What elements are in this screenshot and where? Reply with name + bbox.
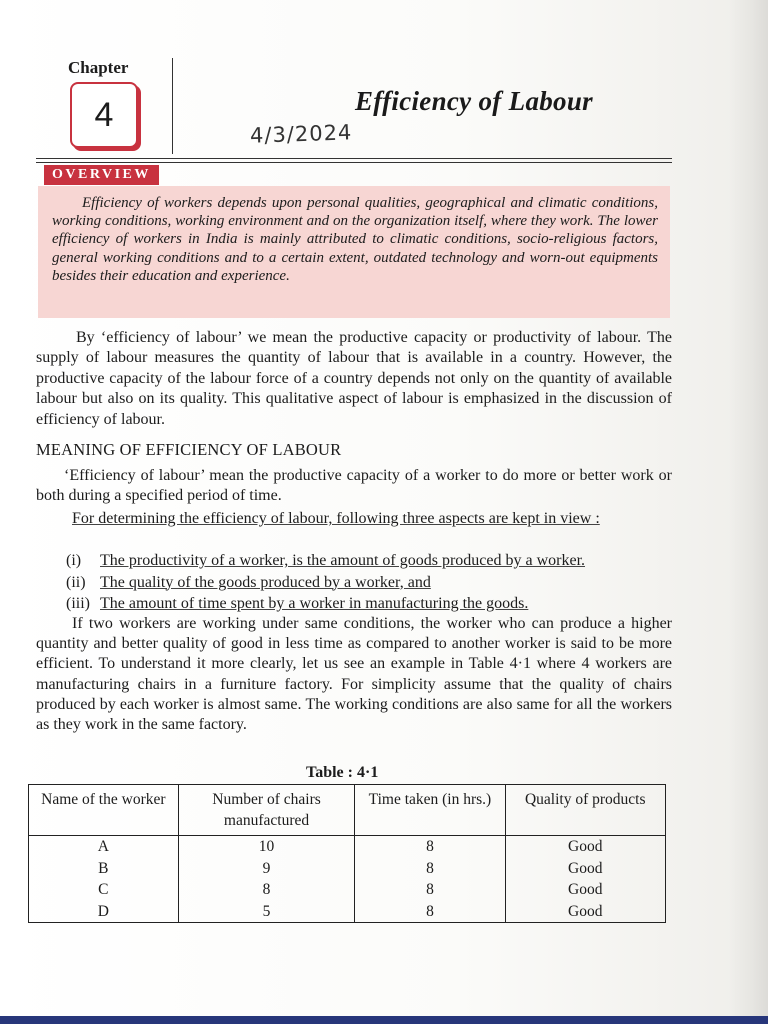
aspects-intro-text: For determining the efficiency of labour, following three aspects are kept in view : <box>72 510 600 527</box>
overview-tag: OVERVIEW <box>44 165 159 185</box>
table-cell: B <box>29 858 179 880</box>
table-cell: 9 <box>178 858 355 880</box>
chapter-number: 4 <box>94 95 114 134</box>
table-cell: 10 <box>178 836 355 858</box>
list-item-number: (ii) <box>66 573 86 591</box>
table-header-row <box>29 785 666 836</box>
page-bottom-edge <box>0 1016 768 1024</box>
overview-text: Efficiency of workers depends upon personal qualities, geographical and climatic conditions, working conditions, working environment and on the organization itself, where they work. The lower efficiency of workers in India is mainly attributed to climatic conditions, socio-religious factors, general working conditions and to a certain extent, outdated technology and worn-out equipments besides their education and experience. <box>52 195 658 284</box>
table-caption: Table : 4·1 <box>306 764 379 781</box>
table-row <box>29 879 666 901</box>
intro-paragraph: By ‘efficiency of labour’ we mean the productive capacity or productivity of labour. The supply of labour measures the quantity of labour that is available in a country. However, the productive capacity of the labour force of a country depends not only on the quantity of available labour but also on its quality. This qualitative aspect of labour is emphasized in the discussion of efficiency of labour. <box>36 329 672 428</box>
table-cell: A <box>29 836 179 858</box>
table-cell: 8 <box>178 879 355 901</box>
header-divider-horizontal <box>36 158 672 163</box>
table-row <box>29 901 666 923</box>
list-item-text: The amount of time spent by a worker in manufacturing the goods. <box>100 595 529 612</box>
table-row <box>29 836 666 858</box>
table-cell: Good <box>505 901 666 923</box>
list-item-number: (i) <box>66 552 82 569</box>
table-cell: 5 <box>178 901 355 923</box>
chapter-title: Efficiency of Labour <box>355 86 593 116</box>
table-cell: C <box>29 879 179 901</box>
workers-table <box>28 784 666 923</box>
table-header-cell: Time taken (in hrs.) <box>355 785 505 836</box>
handwritten-date: 4/3/2024 <box>249 120 353 148</box>
table-cell: 8 <box>355 858 505 880</box>
table-header-cell: Name of the worker <box>29 785 179 836</box>
aspects-list <box>66 550 676 615</box>
list-item <box>66 572 676 594</box>
list-item-text: The productivity of a worker, is the amount of goods produced by a worker. <box>100 552 586 569</box>
table-cell: D <box>29 901 179 923</box>
example-paragraph: If two workers are working under same conditions, the worker who can produce a higher quantity and better quality of good in less time as compared to another worker is said to be more efficient. To understand it more clearly, let us see an example in Table 4·1 where 4 workers are manufacturing chairs in a furniture factory. For simplicity assume that the quality of chairs produced by each worker is almost same. The working conditions are also same for all the workers as they work in the same factory. <box>36 615 672 734</box>
table-header-cell: Quality of products <box>505 785 666 836</box>
header-divider-vertical <box>172 58 173 154</box>
chapter-number-box <box>70 82 138 148</box>
table-header-cell: Number of chairs manufactured <box>178 785 355 836</box>
table-cell: Good <box>505 879 666 901</box>
aspects-intro <box>36 509 672 529</box>
table-cell: Good <box>505 836 666 858</box>
page-shadow <box>728 0 768 1024</box>
table-row <box>29 858 666 880</box>
section-heading: MEANING OF EFFICIENCY OF LABOUR <box>36 440 342 459</box>
table-cell: Good <box>505 858 666 880</box>
chapter-label: Chapter <box>68 58 129 77</box>
list-item <box>66 550 676 572</box>
table-cell: 8 <box>355 901 505 923</box>
table-cell: 8 <box>355 836 505 858</box>
list-item <box>66 593 676 615</box>
definition-paragraph: ‘Efficiency of labour’ mean the productive capacity of a worker to do more or better work or both during a specified period of time. <box>36 467 672 505</box>
list-item-text: The quality of the goods produced by a worker, and <box>100 573 431 591</box>
list-item-number: (iii) <box>66 595 90 612</box>
table-cell: 8 <box>355 879 505 901</box>
